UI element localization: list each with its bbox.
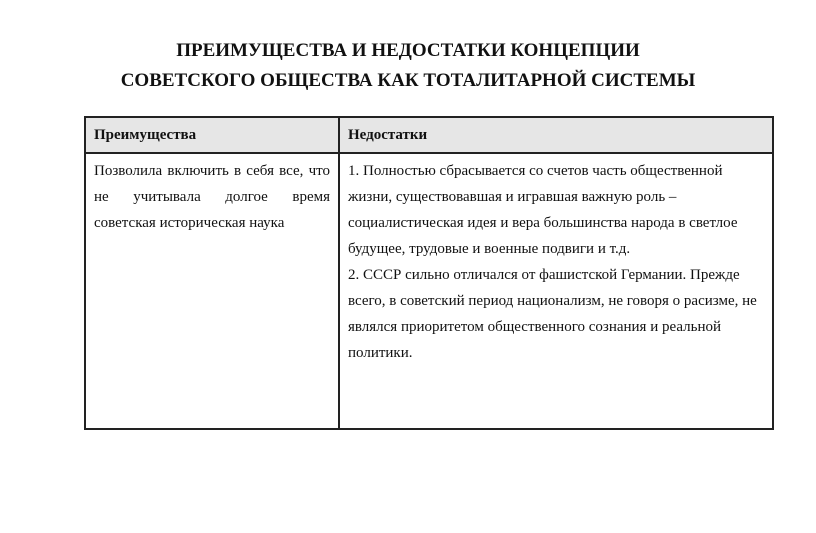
title-line-1: ПРЕИМУЩЕСТВА И НЕДОСТАТКИ КОНЦЕПЦИИ [176,40,640,61]
header-disadvantages: Недостатки [339,117,773,153]
disadvantages-cell [339,153,773,429]
page-title [0,36,816,96]
advantages-cell [85,153,339,429]
disadvantage-item-1: 1. Полностью сбрасывается со счетов часть общественной жизни, существовавшая и игравшая важную роль – социалистическая идея и вера большинства народа в светлое будущее, трудовые и военные подвиги и т.д. [348,163,738,257]
comparison-table [84,116,774,430]
table-header-row [85,117,773,153]
disadvantage-item-2: 2. СССР сильно отличался от фашистской Германии. Прежде всего, в советский период национализм, не говоря о расизме, не являлся приоритетом общественного сознания и реальной политики. [348,267,757,361]
header-advantages: Преимущества [85,117,339,153]
title-line-2: СОВЕТСКОГО ОБЩЕСТВА КАК ТОТАЛИТАРНОЙ СИСТЕМЫ [120,70,696,91]
advantages-text: Позволила включить в себя все, что не учитывала долгое время советская историческая наука [94,163,330,231]
table-row [85,153,773,429]
